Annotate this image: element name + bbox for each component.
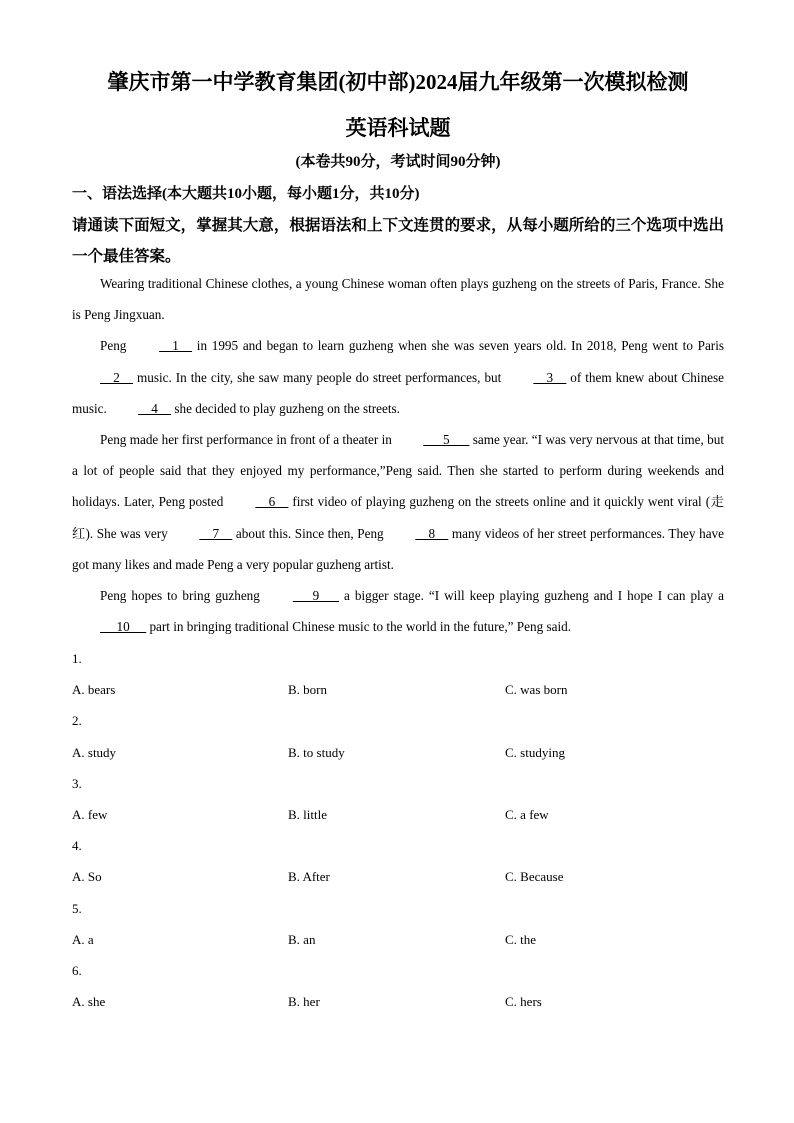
question-item [72, 643, 724, 705]
section-instruction: 请通读下面短文，掌握其大意，根据语法和上下文连贯的要求，从每小题所给的三个选项中选出一个最佳答案。 [72, 217, 724, 265]
passage-paragraph-4 [72, 580, 724, 642]
option-b: B. to study [288, 744, 345, 760]
option-c: C. Because [505, 869, 564, 885]
question-list [72, 643, 724, 1017]
question-options [72, 674, 724, 705]
passage-paragraph-1: Wearing traditional Chinese clothes, a young Chinese woman often plays guzheng on the streets of Paris, France. She is Peng Jingxuan. [72, 276, 724, 323]
option-a: A. few [72, 806, 108, 822]
option-a: A. she [72, 994, 106, 1010]
blank-5: 5 [423, 432, 470, 448]
option-a: A. bears [72, 682, 116, 698]
option-a: A. study [72, 744, 117, 760]
passage-paragraph-2 [72, 330, 724, 424]
passage-text: about this. Since then, Peng [232, 525, 388, 541]
reading-passage [72, 268, 724, 642]
question-item [72, 955, 724, 1017]
option-b: B. her [288, 994, 320, 1010]
blank-8: 8 [415, 525, 449, 541]
question-item [72, 705, 724, 767]
section-heading: 一、语法选择(本大题共10小题，每小题1分，共10分) [72, 186, 420, 202]
question-options [72, 986, 724, 1017]
question-number: 2. [72, 713, 82, 729]
question-number: 1. [72, 651, 82, 666]
option-a: A. So [72, 869, 102, 885]
option-c: C. the [505, 931, 537, 947]
exam-subject-title: 英语科试题 [345, 116, 451, 140]
option-c: C. hers [505, 994, 542, 1010]
question-number: 4. [72, 838, 82, 854]
question-options [72, 737, 724, 768]
question-number: 3. [72, 775, 82, 791]
passage-paragraph-3 [72, 424, 724, 580]
blank-1: 1 [159, 338, 193, 354]
question-number: 6. [72, 962, 82, 978]
question-options [72, 861, 724, 892]
option-c: C. was born [505, 682, 568, 698]
passage-text: a bigger stage. “I will keep playing guzheng and I hope I can play a [339, 588, 724, 604]
passage-text: same year. “I was very nervous at that time, but a lot of people said that they enjoyed my performance,”Peng said. Then she started to perform during weekends and holidays. Later, Peng posted [72, 432, 724, 510]
blank-6: 6 [255, 494, 289, 510]
question-item [72, 768, 724, 830]
passage-text: many videos of her street performances. They have got many likes and made Peng a very popular guzheng artist. [72, 525, 724, 572]
exam-note: (本卷共90分，考试时间90分钟) [295, 154, 501, 170]
blank-10: 10 [100, 619, 147, 635]
passage-text: in 1995 and began to learn guzheng when she was seven years old. In 2018, Peng went to Paris [192, 338, 724, 354]
passage-text: part in bringing traditional Chinese music to the world in the future,” Peng said. [146, 619, 572, 635]
passage-text: Peng made her first performance in front of a theater in [100, 432, 396, 448]
blank-4: 4 [138, 400, 172, 416]
passage-text: music. In the city, she saw many people do street performances, but [132, 369, 506, 385]
option-a: A. a [72, 931, 94, 947]
passage-text: she decided to play guzheng on the streets. [171, 400, 400, 416]
passage-text: first video of playing guzheng on the streets online and it quickly went viral (走红). She was very [72, 494, 724, 541]
question-item [72, 893, 724, 955]
question-item [72, 830, 724, 892]
question-options [72, 799, 724, 830]
exam-title: 肇庆市第一中学教育集团(初中部)2024届九年级第一次模拟检测 [107, 70, 689, 94]
passage-text: of them knew about Chinese music. [72, 369, 724, 416]
blank-7: 7 [199, 525, 233, 541]
question-number: 5. [72, 900, 82, 916]
passage-text: Peng hopes to bring guzheng [100, 588, 265, 604]
passage-text: Peng [100, 338, 132, 354]
option-b: B. born [288, 682, 327, 698]
option-c: C. studying [505, 744, 565, 760]
blank-9: 9 [292, 588, 340, 604]
option-b: B. After [288, 869, 330, 885]
blank-2: 2 [100, 369, 133, 385]
option-c: C. a few [505, 806, 549, 822]
option-b: B. little [288, 806, 327, 822]
option-b: B. an [288, 931, 316, 947]
blank-3: 3 [533, 369, 567, 385]
question-options [72, 924, 724, 955]
